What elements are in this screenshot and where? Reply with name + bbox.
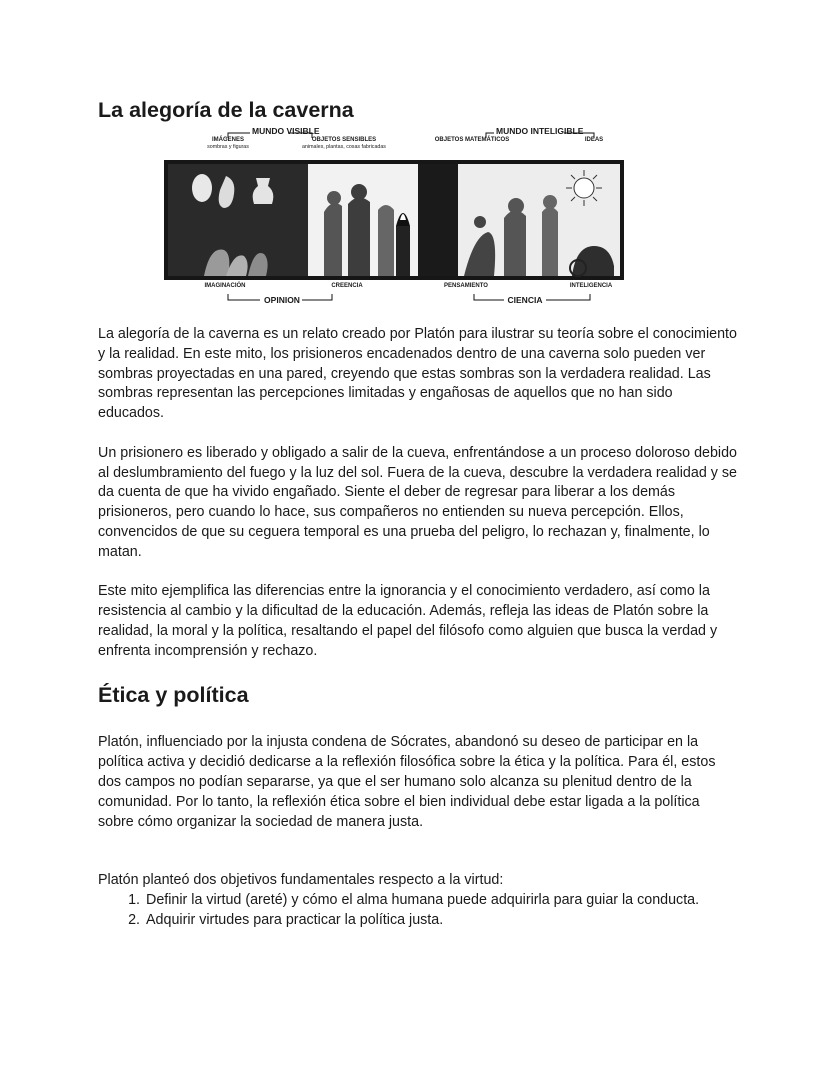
cave-paragraph-1: La alegoría de la caverna es un relato creado por Platón para ilustrar su teoría sobre el conocimiento y la realidad. En este mito, los prisioneros encadenados dentro de una caverna solo pueden ver sombras proyectadas en una pared, creyendo que estas sombras son la verdadera realidad. Las sombras representan las percepciones limitadas y engañosas de aquellos que no han sido educados. xyxy=(98,326,737,422)
label-ideas: IDEAS xyxy=(584,137,604,143)
ethics-paragraph: Platón, influenciado por la injusta condena de Sócrates, abandonó su deseo de participar en la política activa y decidió dedicarse a la reflexión filosófica sobre la ética y la política. Para él, estos dos campos no podían separarse, ya que el ser humano solo alcanza su plenitud dentro de la comunidad. Por lo tanto, la reflexión ética sobre el bien individual debe estar ligada a la política sobre cómo organizar la sociedad de manera justa. xyxy=(98,734,716,830)
virtue-list-intro: Platón planteó dos objetivos fundamentales respecto a la virtud: xyxy=(98,872,504,889)
label-imaginacion: IMAGINACIÓN xyxy=(204,283,246,289)
label-objetos-matematicos: OBJETOS MATEMÁTICOS xyxy=(434,137,510,143)
label-ciencia: CIENCIA xyxy=(507,295,543,305)
label-imagenes: IMÁGENES xyxy=(211,137,244,143)
document-page xyxy=(98,96,738,931)
label-opinion: OPINION xyxy=(264,295,300,305)
section-title-cave: La alegoría de la caverna xyxy=(98,98,354,122)
cave-paragraph-3: Este mito ejemplifica las diferencias entre la ignorancia y el conocimiento verdadero, así como la resistencia al cambio y la dificultad de la educación. Además, refleja las ideas de Platón sobre la realidad, la moral y la política, resaltando el papel del filósofo como alguien que busca la verdad y enfrenta incomprensión y rechazo. xyxy=(98,583,718,659)
list-item: 2. Adquirir virtudes para practicar la política justa. xyxy=(144,911,738,931)
label-mundo-visible: MUNDO VISIBLE xyxy=(252,126,320,136)
label-imagenes-sub: sombras y figuras xyxy=(207,144,249,150)
label-objetos-sensibles-sub: animales, plantas, cosas fabricadas xyxy=(302,144,386,150)
label-creencia: CREENCIA xyxy=(331,283,363,289)
cave-allegory-illustration xyxy=(164,126,624,316)
label-objetos-sensibles: OBJETOS SENSIBLES xyxy=(311,137,377,143)
list-item: 1. Definir la virtud (areté) y cómo el alma humana puede adquirirla para guiar la conducta. xyxy=(144,891,738,911)
label-inteligencia: INTELIGENCIA xyxy=(569,283,613,289)
label-pensamiento: PENSAMIENTO xyxy=(444,283,488,289)
section-title-ethics: Ética y política xyxy=(98,683,249,708)
cave-paragraph-2: Un prisionero es liberado y obligado a salir de la cueva, enfrentándose a un proceso doloroso debido al deslumbramiento del fuego y la luz del sol. Fuera de la cueva, descubre la verdadera realidad y se da cuenta de que ha vivido engañado. Siente el deber de regresar para liberar a los demás prisioneros, pero cuando lo hace, sus compañeros no entienden su nueva percepción. Ellos, convencidos de que su ceguera temporal es una prueba del peligro, lo rechazan y, finalmente, lo matan. xyxy=(98,444,738,560)
virtue-objectives-list xyxy=(98,891,738,931)
label-mundo-inteligible: MUNDO INTELIGIBLE xyxy=(496,126,584,136)
